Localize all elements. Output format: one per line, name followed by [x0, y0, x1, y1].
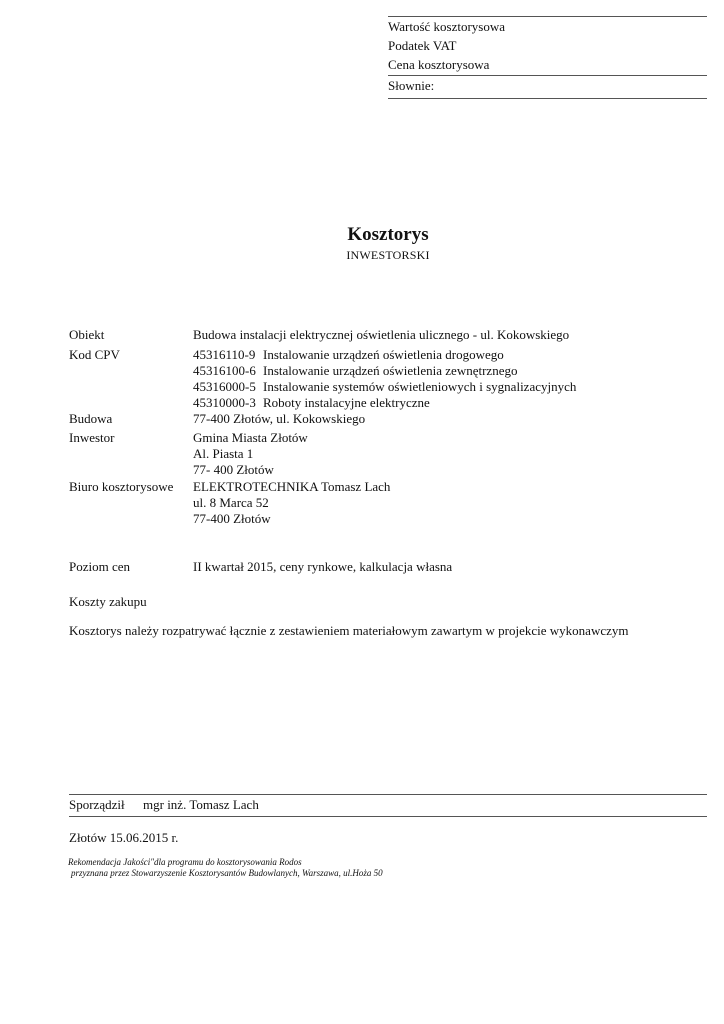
cpv-code: 45316000-5	[193, 379, 256, 394]
biuro-value	[193, 479, 390, 527]
budowa-value: 77-400 Złotów, ul. Kokowskiego	[193, 411, 366, 426]
summary-mid-rule	[388, 75, 707, 76]
cpv-desc: Instalowanie systemów oświetleniowych i sygnalizacyjnych	[263, 379, 577, 394]
footnote-line-1: Rekomendacja Jakości"dla programu do kosztorysowania Rodos	[68, 857, 302, 867]
biuro-line: ELEKTROTECHNIKA Tomasz Lach	[193, 479, 391, 494]
summary-row-wartosc: Wartość kosztorysowa	[388, 19, 506, 34]
cpv-item	[193, 379, 576, 395]
poziom-cen-label: Poziom cen	[69, 559, 131, 574]
cpv-desc: Instalowanie urządzeń oświetlenia zewnętrznego	[263, 363, 518, 378]
cpv-item	[193, 395, 576, 411]
signature-name: mgr inż. Tomasz Lach	[143, 797, 259, 812]
cpv-code: 45316110-9	[193, 347, 256, 362]
obiekt-value: Budowa instalacji elektrycznej oświetlenia ulicznego - ul. Kokowskiego	[193, 327, 570, 342]
cpv-item	[193, 347, 576, 363]
footnote-line-2: przyznana przez Stowarzyszenie Kosztorysantów Budowlanych, Warszawa, ul.Hoża 50	[71, 868, 383, 878]
signature-top-rule	[69, 794, 707, 795]
summary-row-cena: Cena kosztorysowa	[388, 57, 490, 72]
note-text: Kosztorys należy rozpatrywać łącznie z zestawieniem materiałowym zawartym w projekcie wykonawczym	[69, 623, 629, 638]
cpv-code: 45316100-6	[193, 363, 256, 378]
inwestor-label: Inwestor	[69, 430, 115, 445]
summary-row-vat: Podatek VAT	[388, 38, 457, 53]
summary-bottom-rule	[388, 98, 707, 99]
summary-row-slownie: Słownie:	[388, 78, 435, 93]
document-subtitle: INWESTORSKI	[346, 248, 430, 262]
biuro-line: ul. 8 Marca 52	[193, 495, 269, 510]
inwestor-line: Gmina Miasta Złotów	[193, 430, 308, 445]
summary-top-rule	[388, 16, 707, 17]
inwestor-value	[193, 430, 308, 478]
cpv-desc: Instalowanie urządzeń oświetlenia drogowego	[263, 347, 504, 362]
budowa-label: Budowa	[69, 411, 113, 426]
signature-label: Sporządził	[69, 797, 125, 812]
kod-cpv-list	[193, 347, 576, 411]
cpv-item	[193, 363, 576, 379]
inwestor-line: 77- 400 Złotów	[193, 462, 274, 477]
biuro-line: 77-400 Złotów	[193, 511, 271, 526]
biuro-label: Biuro kosztorysowe	[69, 479, 174, 494]
kod-cpv-label: Kod CPV	[69, 347, 120, 362]
document-title: Kosztorys	[347, 224, 429, 245]
place-date: Złotów 15.06.2015 r.	[69, 830, 179, 845]
poziom-cen-value: II kwartał 2015, ceny rynkowe, kalkulacja własna	[193, 559, 453, 574]
inwestor-line: Al. Piasta 1	[193, 446, 254, 461]
cpv-desc: Roboty instalacyjne elektryczne	[263, 395, 430, 410]
koszty-zakupu: Koszty zakupu	[69, 594, 147, 609]
signature-bottom-rule	[69, 816, 707, 817]
cpv-code: 45310000-3	[193, 395, 256, 410]
obiekt-label: Obiekt	[69, 327, 105, 342]
